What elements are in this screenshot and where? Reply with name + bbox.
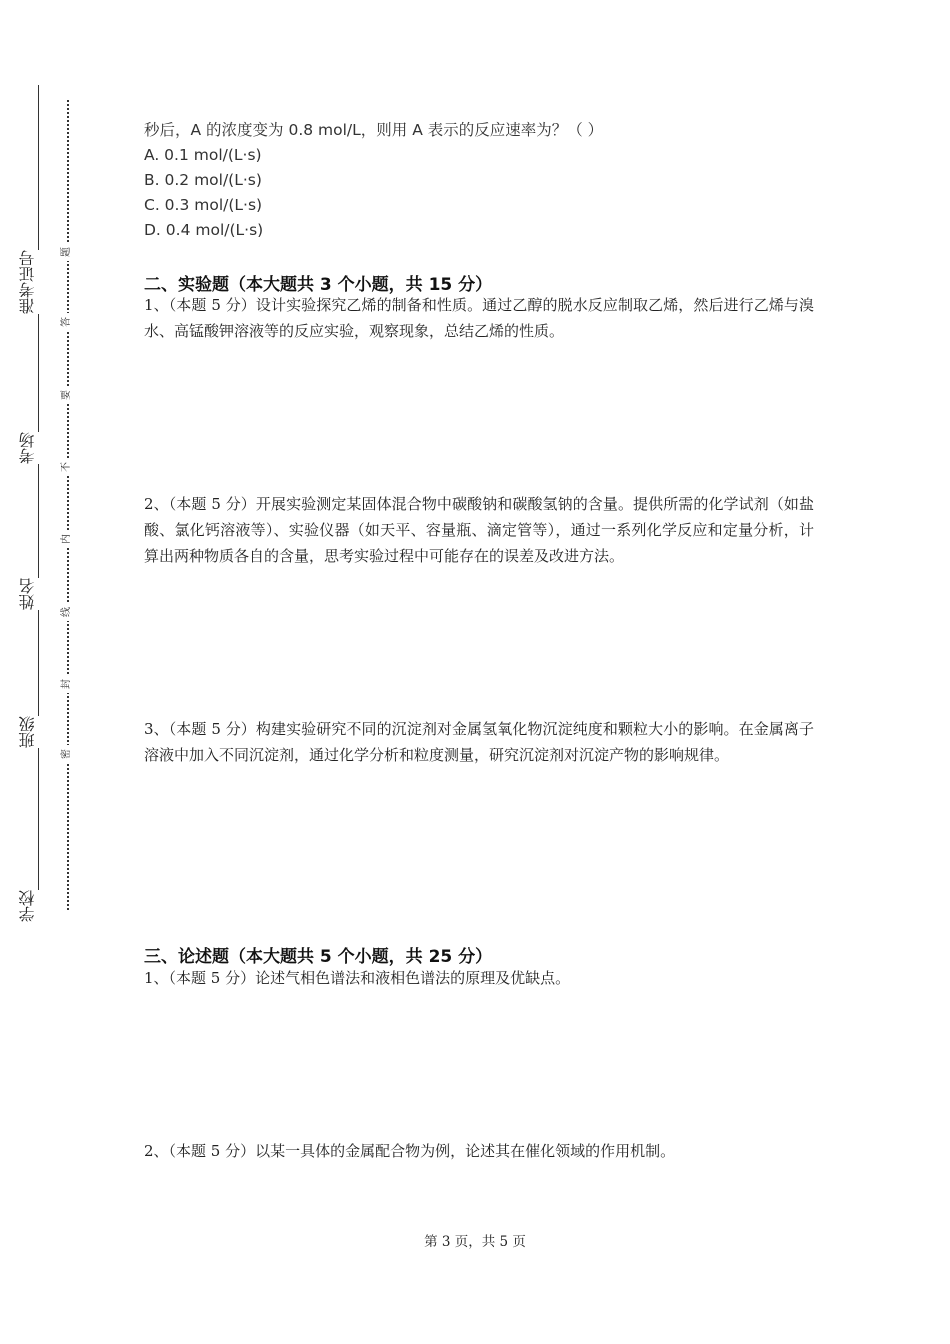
class-label: 班级: [14, 716, 42, 748]
option-c: C. 0.3 mol/(L·s): [144, 196, 263, 214]
dotted-char-xian: 线: [58, 603, 76, 621]
page-number: 第 3 页，共 5 页: [424, 1234, 526, 1250]
dotted-char-mi: 密: [58, 745, 76, 763]
section-3-question-1: 1、（本题 5 分）论述气相色谱法和液相色谱法的原理及优缺点。: [144, 969, 571, 987]
option-a: A. 0.1 mol/(L·s): [144, 146, 262, 164]
exam-room-label: 考场: [14, 432, 42, 464]
section-3-question-2: 2、（本题 5 分）以某一具体的金属配合物为例，论述其在催化领域的作用机制。: [144, 1142, 676, 1160]
section-2-question-2: 2、（本题 5 分）开展实验测定某固体混合物中碳酸钠和碳酸氢钠的含量。提供所需的化学试剂（如盐酸、氯化钙溶液等）、实验仪器（如天平、容量瓶、滴定管等），通过一系列化学反应和定量分析，计算出两种物质各自的含量，思考实验过程中可能存在的误差及改进方法。: [144, 495, 814, 565]
dotted-char-feng: 封: [58, 675, 76, 693]
dotted-char-ti: 题: [58, 243, 76, 261]
mcq-block: [144, 118, 814, 243]
binding-dotted-line: [67, 100, 69, 910]
exam-number-label: 准考证号: [14, 250, 42, 314]
dotted-char-bu: 不: [58, 458, 76, 476]
mcq-stem: 秒后，A 的浓度变为 0.8 mol/L，则用 A 表示的反应速率为？（ ）: [144, 121, 604, 139]
dotted-char-nei: 内: [58, 530, 76, 548]
section-2-question-3: 3、（本题 5 分）构建实验研究不同的沉淀剂对金属氢氧化物沉淀纯度和颗粒大小的影响。在金属离子溶液中加入不同沉淀剂，通过化学分析和粒度测量，研究沉淀剂对沉淀产物的影响规律。: [144, 720, 814, 764]
school-label: 学校: [14, 890, 42, 922]
section-2-question-1: 1、（本题 5 分）设计实验探究乙烯的制备和性质。通过乙醇的脱水反应制取乙烯，然后进行乙烯与溴水、高锰酸钾溶液等的反应实验，观察现象，总结乙烯的性质。: [144, 296, 814, 340]
binding-solid-line: [38, 85, 39, 920]
section-3-title: 三、论述题（本大题共 5 个小题，共 25 分）: [144, 947, 493, 967]
option-b: B. 0.2 mol/(L·s): [144, 171, 262, 189]
name-label: 姓名: [14, 578, 42, 610]
option-d: D. 0.4 mol/(L·s): [144, 221, 264, 239]
dotted-char-da: 答: [58, 313, 76, 331]
dotted-char-yao: 要: [58, 386, 76, 404]
section-2-title: 二、实验题（本大题共 3 个小题，共 15 分）: [144, 275, 493, 295]
